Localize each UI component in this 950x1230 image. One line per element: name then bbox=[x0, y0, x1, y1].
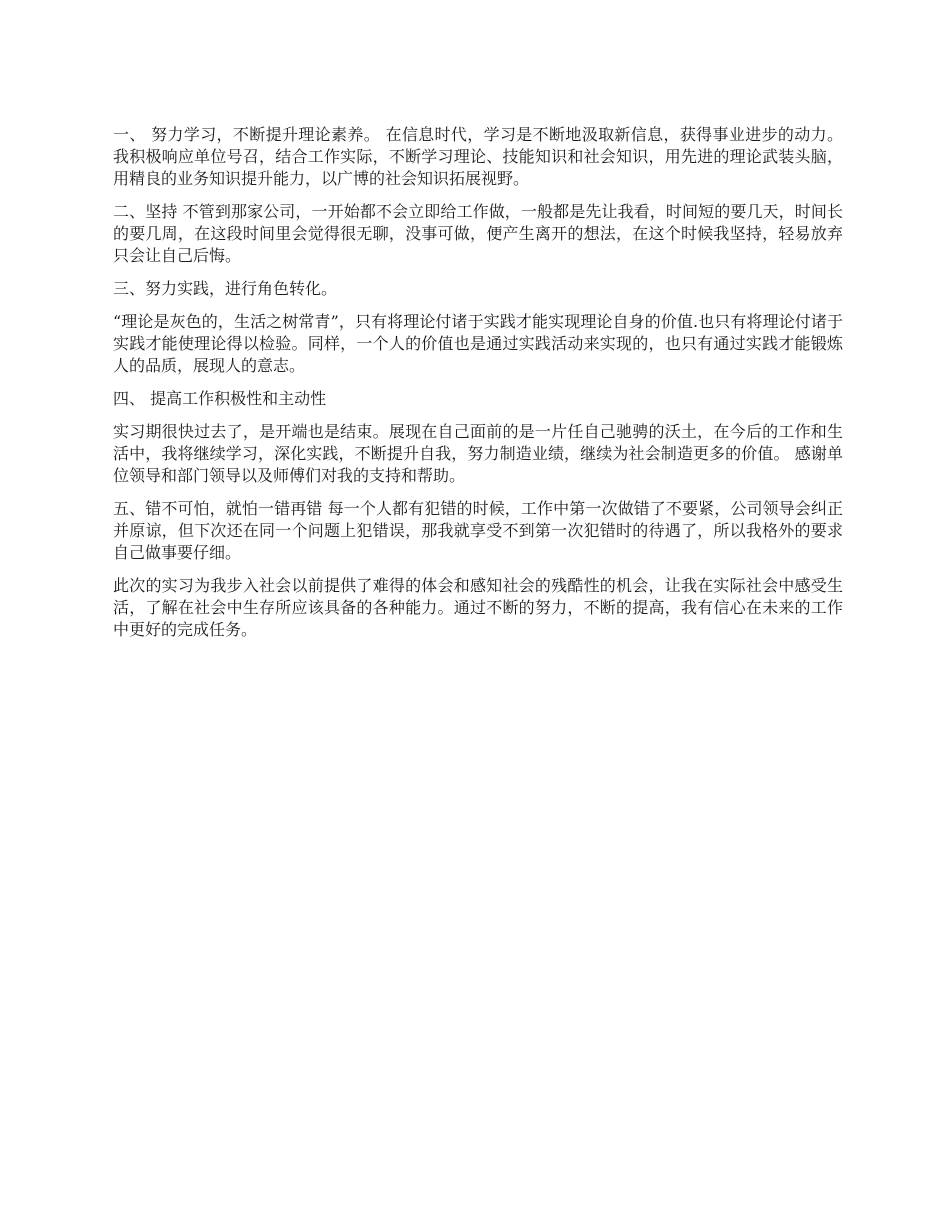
paragraph-theory: “理论是灰色的，生活之树常青”，只有将理论付诸于实践才能实现理论自身的价值.也只有将理论付诸于实践才能使理论得以检验。同样，一个人的价值也是通过实践活动来实现的，也只有通过实践才能锻炼人的品质，展现人的意志。 bbox=[113, 312, 843, 375]
paragraph-conclusion: 此次的实习为我步入社会以前提供了难得的体会和感知社会的残酷性的机会，让我在实际社会中感受生活，了解在社会中生存所应该具备的各种能力。通过不断的努力，不断的提高，我有信心在未来的工作中更好的完成任务。 bbox=[113, 576, 843, 639]
paragraph-mistakes: 五、错不可怕，就怕一错再错 每一个人都有犯错的时候，工作中第一次做错了不要紧，公司领导会纠正并原谅，但下次还在同一个问题上犯错误，那我就享受不到第一次犯错时的待遇了，所以我格外的要求自己做事要仔细。 bbox=[113, 499, 843, 562]
paragraph-initiative-heading: 四、 提高工作积极性和主动性 bbox=[113, 389, 327, 408]
document-body bbox=[113, 124, 843, 652]
paragraph-study: 一、 努力学习，不断提升理论素养。 在信息时代，学习是不断地汲取新信息，获得事业进步的动力。我积极响应单位号召，结合工作实际，不断学习理论、技能知识和社会知识，用先进的理论武装头脑，用精良的业务知识提升能力，以广博的社会知识拓展视野。 bbox=[113, 125, 843, 188]
paragraph-practice-heading: 三、努力实践，进行角色转化。 bbox=[113, 279, 338, 298]
paragraph-persist: 二、坚持 不管到那家公司，一开始都不会立即给工作做，一般都是先让我看，时间短的要几天，时间长的要几周，在这段时间里会觉得很无聊，没事可做，便产生离开的想法，在这个时候我坚持，轻易放弃只会让自己后悔。 bbox=[113, 202, 843, 265]
paragraph-internship-end: 实习期很快过去了，是开端也是结束。展现在自己面前的是一片任自己驰骋的沃土，在今后的工作和生活中，我将继续学习，深化实践，不断提升自我，努力制造业绩，继续为社会制造更多的价值。 感谢单位领导和部门领导以及师傅们对我的支持和帮助。 bbox=[113, 422, 843, 485]
